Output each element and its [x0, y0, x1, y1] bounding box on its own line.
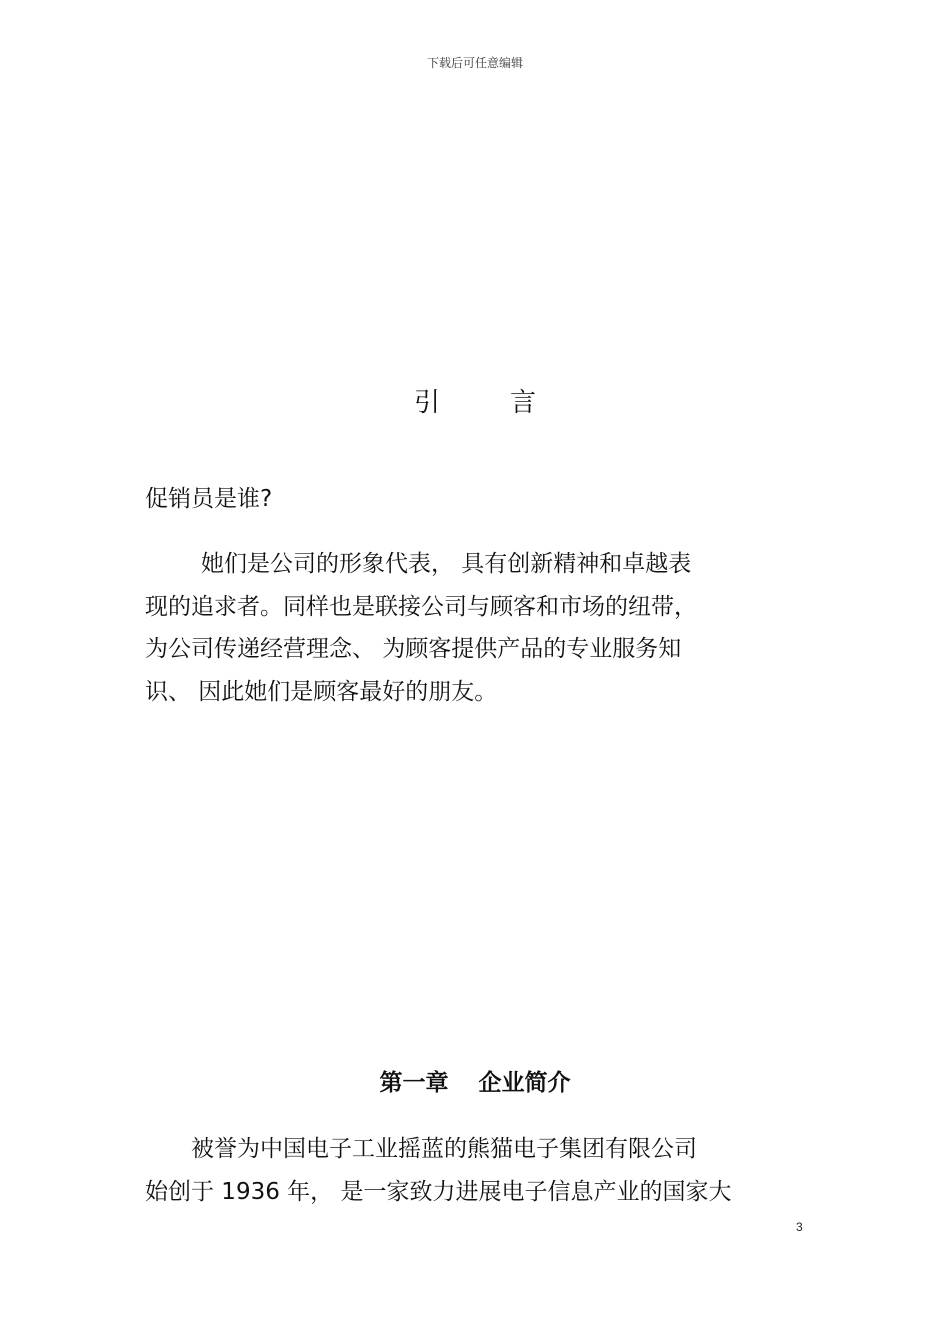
chapter-heading: 企业简介: [478, 1070, 571, 1096]
intro-paragraph-line: 为公司传递经营理念、 为顾客提供产品的专业服务知: [145, 636, 682, 662]
chapter-label: 第一章: [379, 1070, 449, 1096]
chapter-paragraph: [145, 1128, 815, 1213]
page-number: 3: [796, 1220, 803, 1234]
intro-paragraph-line: 现的追求者。同样也是联接公司与顾客和市场的纽带，: [145, 593, 697, 620]
chapter-paragraph-line: 被誉为中国电子工业摇蓝的熊猫电子集团有限公司: [191, 1136, 697, 1162]
chapter-title: [0, 1064, 950, 1097]
intro-title-left: 引: [413, 388, 440, 418]
intro-title-right: 言: [510, 388, 537, 418]
intro-paragraph-line: 她们是公司的形象代表， 具有创新精神和卓越表: [201, 551, 692, 577]
intro-paragraph-line: 识、 因此她们是顾客最好的朋友。: [145, 678, 498, 705]
intro-question: 促销员是谁?: [145, 486, 273, 512]
chapter-paragraph-line: 始创于 1936 年， 是一家致力进展电子信息产业的国家大: [145, 1178, 732, 1205]
intro-title: [0, 382, 950, 419]
header-note: 下载后可任意编辑: [426, 56, 523, 70]
intro-paragraph: [145, 543, 815, 713]
